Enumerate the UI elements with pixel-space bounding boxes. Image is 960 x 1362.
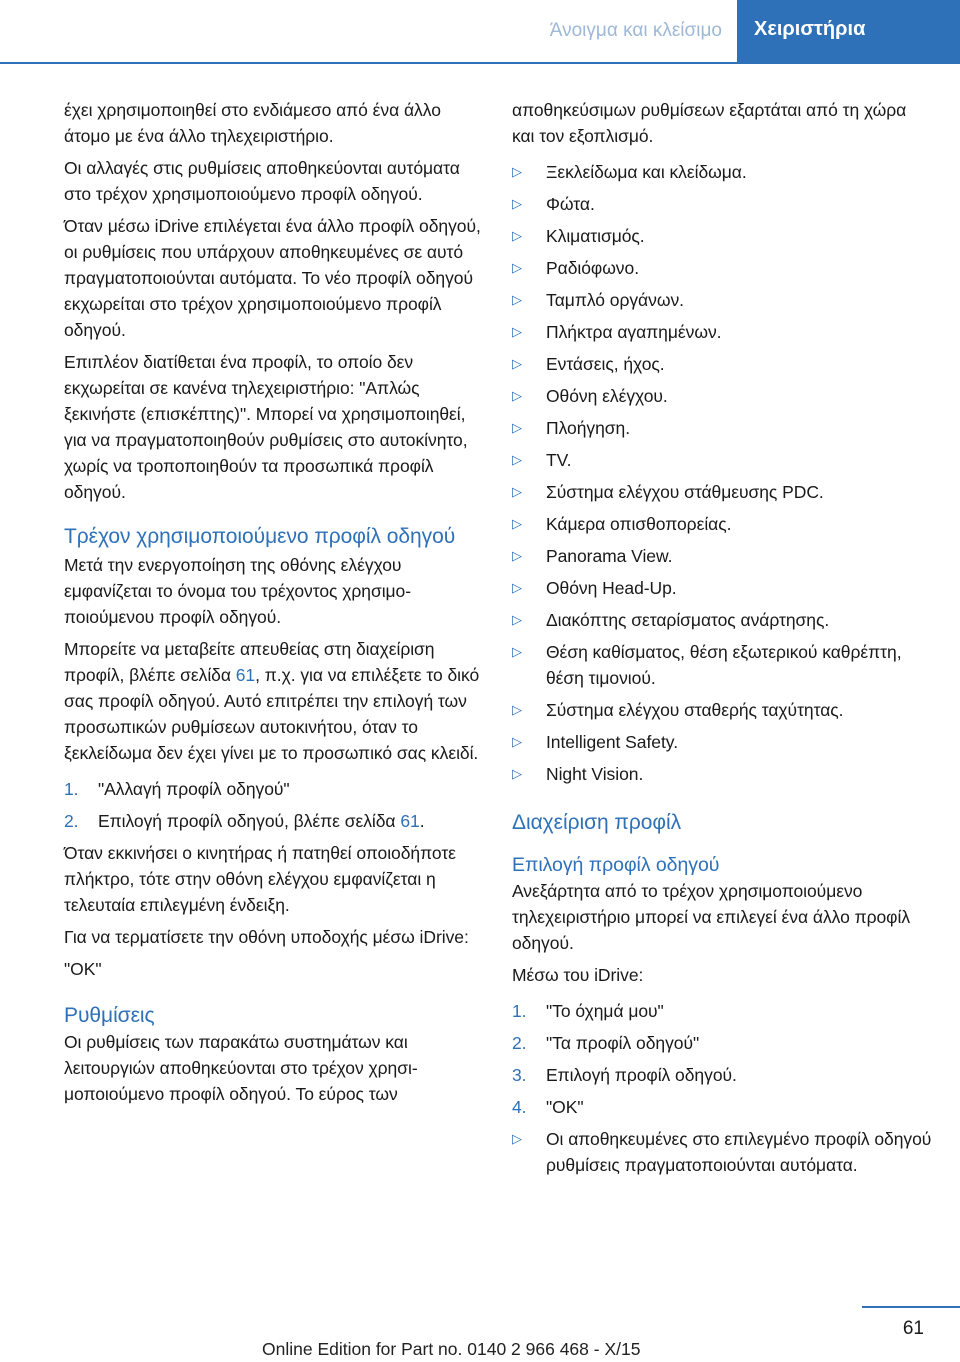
list-item xyxy=(64,776,489,802)
triangle-bullet-icon: ▷ xyxy=(512,324,522,339)
step-text: "Τα προφίλ οδηγού" xyxy=(546,1033,700,1053)
step-text: "Το όχημά μου" xyxy=(546,1001,664,1021)
triangle-bullet-icon: ▷ xyxy=(512,164,522,179)
heading-profile-management: Διαχείριση προφίλ xyxy=(512,811,682,834)
list-item xyxy=(512,1062,932,1088)
paragraph: Όταν μέσω iDrive επιλέγεται ένα άλλο προφίλ οδηγού, οι ρυθμίσεις που υπάρχουν αποθηκευμένες σε αυτό πραγματοποιούνται αυτόματα. Το νέο προφίλ οδηγού εκχωρείται στο τρέχον χρησιμοποιούμενο προφίλ οδηγού. xyxy=(64,216,481,340)
paragraph: έχει χρησιμοποιηθεί στο ενδιάμεσο από ένα άλλο άτομο με ένα άλλο τηλεχειριστήριο. xyxy=(64,100,441,146)
list-item-text: Οθόνη ελέγχου. xyxy=(546,386,668,406)
list-item-text: Σύστημα ελέγχου σταθερής ταχύτητας. xyxy=(546,700,844,720)
page-number: 61 xyxy=(902,1318,924,1339)
list-item-text: Ξεκλείδωμα και κλείδωμα. xyxy=(546,162,747,182)
list-item xyxy=(512,575,932,601)
list-item xyxy=(512,607,932,633)
list-item-text: Ραδιόφωνο. xyxy=(546,258,640,278)
triangle-bullet-icon: ▷ xyxy=(512,1131,522,1146)
triangle-bullet-icon: ▷ xyxy=(512,766,522,781)
list-item xyxy=(512,1094,932,1120)
paragraph: Για να τερματίσετε την οθόνη υποδοχής μέσω iDrive: xyxy=(64,927,469,947)
steps-list xyxy=(512,998,932,1178)
step-number: 1. xyxy=(64,779,79,799)
list-item xyxy=(512,447,932,473)
steps-list xyxy=(64,776,489,834)
step-number: 2. xyxy=(512,1033,527,1053)
list-item xyxy=(512,1030,932,1056)
paragraph: Μετά την ενεργοποίηση της οθόνης ελέγχου εμφανίζεται το όνομα του τρέχοντος χρησιμοποιούμενου προφίλ οδηγού. xyxy=(64,555,412,627)
chapter-tab-label: Χειριστήρια xyxy=(754,18,866,40)
page-header xyxy=(0,0,960,62)
list-item-text: TV. xyxy=(546,450,572,470)
list-item xyxy=(512,383,932,409)
paragraph: "OK" xyxy=(64,959,102,979)
paragraph: Όταν εκκινήσει ο κινητήρας ή πατηθεί οποιοδήποτε πλήκτρο, τότε στην οθόνη ελέγχου εμφανίζεται η τελευταία επιλεγμένη ένδειξη. xyxy=(64,843,456,915)
list-item-text: Εντάσεις, ήχος. xyxy=(546,354,665,374)
list-item xyxy=(512,223,932,249)
list-item-text: Σύστημα ελέγχου στάθμευσης PDC. xyxy=(546,482,824,502)
step-text: "Αλλαγή προφίλ οδηγού" xyxy=(98,779,290,799)
left-column xyxy=(64,97,489,1113)
page-link[interactable]: 61 xyxy=(235,665,256,685)
triangle-bullet-icon: ▷ xyxy=(512,548,522,563)
step-text: "OK" xyxy=(546,1097,584,1117)
list-item xyxy=(512,319,932,345)
heading-settings: Ρυθμίσεις xyxy=(64,1004,155,1027)
list-item xyxy=(512,761,932,787)
result-text: Οι αποθηκευμένες στο επιλεγμένο προφίλ οδηγού ρυθμίσεις πραγματοποιούνται αυτόματα. xyxy=(546,1129,932,1175)
triangle-bullet-icon: ▷ xyxy=(512,388,522,403)
list-item-text: Night Vision. xyxy=(546,764,644,784)
list-item-text: Πλοήγηση. xyxy=(546,418,631,438)
triangle-bullet-icon: ▷ xyxy=(512,484,522,499)
paragraph: Επιπλέον διατίθεται ένα προφίλ, το οποίο δεν εκχωρείται σε κανένα τηλεχειριστήριο: "Απλώς ξεκινήστε (επισκέπτης)". Μπορεί να χρησιμοποιηθεί, για να πραγματοποιηθούν ρυθμίσεις στο αυτοκίνητο, χωρίς να τροποποιηθούν τα προσωπικά προφίλ οδηγού. xyxy=(64,352,468,502)
list-item xyxy=(64,808,489,834)
heading-select-profile: Επιλογή προφίλ οδηγού xyxy=(512,854,720,876)
list-item xyxy=(512,729,932,755)
list-item-text: Οθόνη Head-Up. xyxy=(546,578,677,598)
list-item xyxy=(512,511,932,537)
section-title: Άνοιγμα και κλείσιμο xyxy=(549,20,722,41)
list-item-text: Panorama View. xyxy=(546,546,673,566)
list-item xyxy=(512,697,932,723)
triangle-bullet-icon: ▷ xyxy=(512,516,522,531)
step-number: 1. xyxy=(512,1001,527,1021)
list-item-text: Intelligent Safety. xyxy=(546,732,679,752)
triangle-bullet-icon: ▷ xyxy=(512,420,522,435)
step-text: Επιλογή προφίλ οδηγού. xyxy=(546,1065,737,1085)
paragraph-text: , π.χ. για να επιλέξετε το δικό σας προφίλ οδηγού. Αυτό επιτρέπει την επιλογή των προσωπικών ρυθμίσεων αυτοκινήτου, όταν το ξεκλείδωμα δεν έχει γίνει με το προσωπικό σας κλειδί. xyxy=(64,665,480,763)
edition-footer: Online Edition for Part no. 0140 2 966 468 - X/15 xyxy=(262,1339,641,1359)
triangle-bullet-icon: ▷ xyxy=(512,260,522,275)
triangle-bullet-icon: ▷ xyxy=(512,702,522,717)
list-item xyxy=(512,159,932,185)
paragraph: αποθηκεύσιμων ρυθμίσεων εξαρτάται από τη χώρα και τον εξοπλισμό. xyxy=(512,100,907,146)
paragraph: Οι αλλαγές στις ρυθμίσεις αποθηκεύονται αυτόματα στο τρέχον χρησιμοποιούμενο προφίλ οδηγού. xyxy=(64,158,460,204)
triangle-bullet-icon: ▷ xyxy=(512,292,522,307)
list-item xyxy=(512,191,932,217)
paragraph xyxy=(64,636,489,766)
paragraph: Μέσω του iDrive: xyxy=(512,965,644,985)
step-number: 2. xyxy=(64,811,79,831)
paragraph-text: Μπορείτε να μεταβείτε απευθείας στη διαχείριση προφίλ, βλέπε σελίδα xyxy=(64,639,435,685)
list-item xyxy=(512,415,932,441)
triangle-bullet-icon: ▷ xyxy=(512,452,522,467)
list-item xyxy=(512,998,932,1024)
step-number: 4. xyxy=(512,1097,527,1117)
step-number: 3. xyxy=(512,1065,527,1085)
paragraph: Οι ρυθμίσεις των παρακάτω συστημάτων και λειτουργιών αποθηκεύονται στο τρέχον χρησιμοποιούμενο προφίλ οδηγού. Το εύρος των xyxy=(64,1032,418,1104)
list-item xyxy=(512,479,932,505)
list-item xyxy=(512,639,932,691)
triangle-bullet-icon: ▷ xyxy=(512,228,522,243)
list-item-text: Ταμπλό οργάνων. xyxy=(546,290,684,310)
triangle-bullet-icon: ▷ xyxy=(512,356,522,371)
list-item-text: Πλήκτρα αγαπημένων. xyxy=(546,322,722,342)
step-text: . xyxy=(419,811,425,831)
heading-current-profile: Τρέχον χρησιμοποιούμενο προφίλ οδηγού xyxy=(64,525,456,548)
triangle-bullet-icon: ▷ xyxy=(512,580,522,595)
list-item xyxy=(512,543,932,569)
list-item-text: Κάμερα οπισθοπορείας. xyxy=(546,514,732,534)
triangle-bullet-icon: ▷ xyxy=(512,612,522,627)
list-item xyxy=(512,255,932,281)
list-item xyxy=(512,287,932,313)
list-item xyxy=(512,1126,932,1178)
triangle-bullet-icon: ▷ xyxy=(512,644,522,659)
header-rule xyxy=(0,62,960,64)
list-item-text: Φώτα. xyxy=(546,194,595,214)
triangle-bullet-icon: ▷ xyxy=(512,734,522,749)
triangle-bullet-icon: ▷ xyxy=(512,196,522,211)
paragraph: Ανεξάρτητα από το τρέχον χρησιμοποιούμενο τηλεχειριστήριο μπορεί να επιλεγεί ένα άλλο προφίλ οδηγού. xyxy=(512,881,911,953)
list-item-text: Κλιματισμός. xyxy=(546,226,645,246)
list-item-text: Θέση καθίσματος, θέση εξωτερικού καθρέπτη, θέση τιμονιού. xyxy=(546,642,902,688)
settings-list xyxy=(512,159,932,787)
page-link[interactable]: 61 xyxy=(400,811,420,831)
right-column xyxy=(512,97,932,1184)
step-text: Επιλογή προφίλ οδηγού, βλέπε σελίδα xyxy=(98,811,401,831)
list-item-text: Διακόπτης σεταρίσματος ανάρτησης. xyxy=(546,610,830,630)
list-item xyxy=(512,351,932,377)
chapter-tab xyxy=(737,0,960,62)
footer-rule xyxy=(862,1306,960,1308)
